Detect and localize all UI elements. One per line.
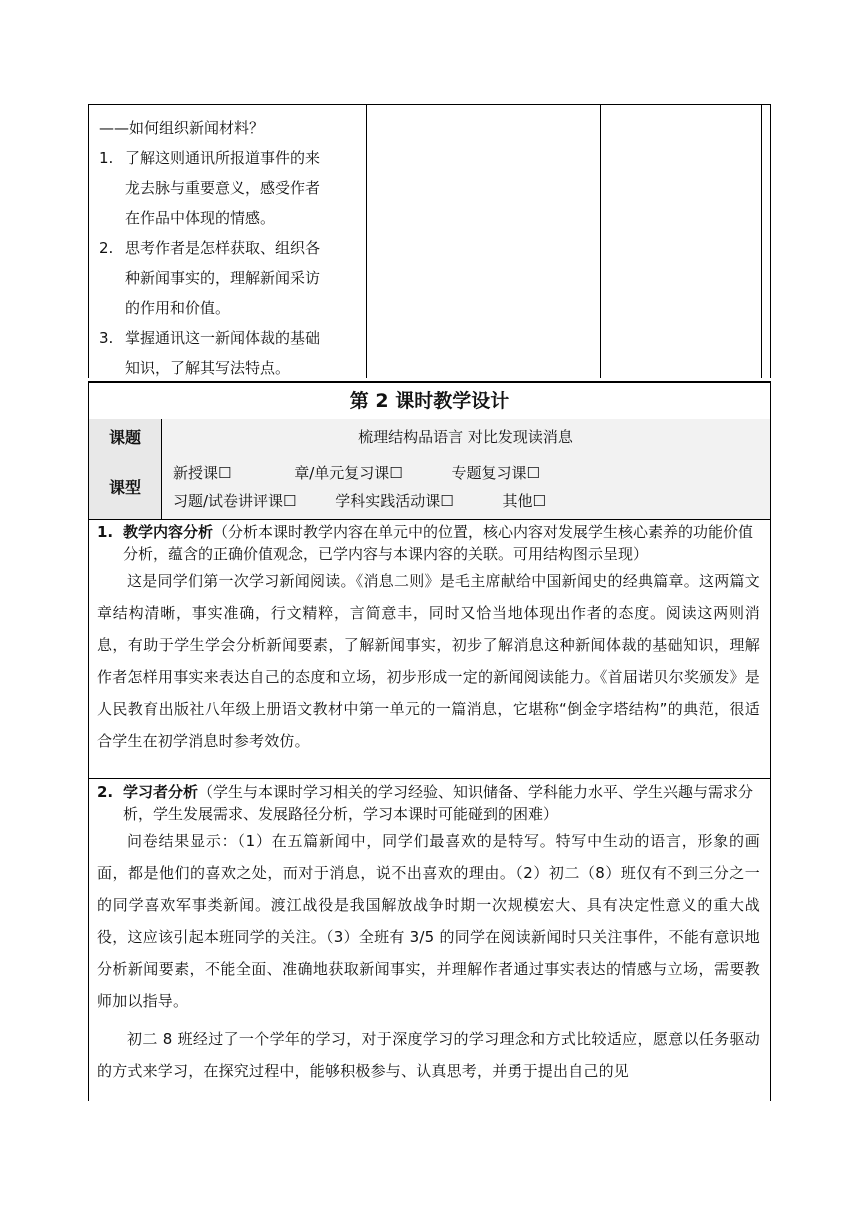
item-line: 的作用和价值。 xyxy=(125,299,231,317)
item-line: 知识，了解其写法特点。 xyxy=(125,359,291,377)
item-line: 掌握通讯这一新闻体裁的基础 xyxy=(125,329,321,347)
learner-analysis-section xyxy=(89,779,770,1103)
type-option-new[interactable]: 新授课☐ xyxy=(173,464,232,482)
section-heading-text xyxy=(123,781,760,825)
section-note: （学生与本课时学习相关的学习经验、知识储备、学科能力水平、学生兴趣与需求分析，学生发展需求、发展路径分析，学习本课时可能碰到的困难） xyxy=(123,783,754,823)
section-header xyxy=(97,521,760,565)
item-text xyxy=(125,233,361,323)
section-paragraph: 问卷结果显示：（1）在五篇新闻中，同学们最喜欢的是特写。特写中生动的语言，形象的画面，都是他们的喜欢之处，而对于消息，说不出喜欢的理由。（2）初二（8）班仅有不到三分之一的同学喜欢军事类新闻。渡江战役是我国解放战争时期一次规模宏大、具有决定性意义的重大战役，这应该引起本班同学的关注。（3）全班有 3/5 的同学在阅读新闻时只关注事件，不能有意识地分析新闻要素，不能全面、准确地获取新闻事实，并理解作者通过事实表达的情感与立场，需要教师加以指导。 xyxy=(97,832,760,1010)
item-text xyxy=(125,143,361,233)
section-number: 1. xyxy=(97,523,114,541)
topic-value: 梳理结构品语言 对比发现读消息 xyxy=(358,427,573,446)
item-number: 3. xyxy=(99,329,114,347)
type-option-topic-review[interactable]: 专题复习课☐ xyxy=(451,464,540,482)
lesson-design-table xyxy=(88,381,771,1101)
section-heading-text xyxy=(123,521,760,565)
objective-item xyxy=(99,233,361,323)
item-number: 2. xyxy=(99,239,114,257)
table-title: 第 2 课时教学设计 xyxy=(89,383,770,420)
type-option-practice[interactable]: 学科实践活动课☐ xyxy=(335,492,454,510)
section-number: 2. xyxy=(97,783,114,801)
item-number: 1. xyxy=(99,149,114,167)
item-line: 种新闻事实的，理解新闻采访 xyxy=(125,269,321,287)
section-header xyxy=(97,781,760,825)
lesson-type-label: 课型 xyxy=(89,453,162,519)
section-heading: 学习者分析 xyxy=(123,783,199,801)
objectives-cell xyxy=(99,113,361,383)
column-divider xyxy=(600,105,601,378)
item-line: 了解这则通讯所报道事件的来 xyxy=(125,149,321,167)
topic-row xyxy=(89,419,770,454)
objective-item xyxy=(99,143,361,233)
topic-label: 课题 xyxy=(89,419,162,453)
column-divider xyxy=(366,105,367,378)
lesson-type-options xyxy=(173,459,598,515)
objective-item xyxy=(99,323,361,383)
column-divider xyxy=(761,105,762,378)
continuation-table xyxy=(88,104,771,378)
section-paragraph: 这是同学们第一次学习新闻阅读。《消息二则》是毛主席献给中国新闻史的经典篇章。这两篇文章结构清晰，事实准确，行文精粹，言简意丰，同时又恰当地体现出作者的态度。阅读这两则消息，有助于学生学会分析新闻要素，了解新闻事实，初步了解消息这种新闻体裁的基础知识，理解作者怎样用事实来表达自己的态度和立场，初步形成一定的新闻阅读能力。《首届诺贝尔奖颁发》是人民教育出版社八年级上册语文教材中第一单元的一篇消息，它堪称“倒金字塔结构”的典范，很适合学生在初学消息时参考效仿。 xyxy=(97,572,760,750)
item-line: 在作品中体现的情感。 xyxy=(125,209,276,227)
item-line: 思考作者是怎样获取、组织各 xyxy=(125,239,321,257)
content-analysis-section xyxy=(89,519,770,779)
type-option-exercise-review[interactable]: 习题/试卷讲评课☐ xyxy=(173,492,297,510)
section-heading: 教学内容分析 xyxy=(123,523,214,541)
type-option-other[interactable]: 其他☐ xyxy=(502,492,546,510)
type-option-unit-review[interactable]: 章/单元复习课☐ xyxy=(294,464,403,482)
section-paragraph: 初二 8 班经过了一个学年的学习，对于深度学习的学习理念和方式比较适应，愿意以任务驱动的方式来学习，在探究过程中，能够积极参与、认真思考，并勇于提出自己的见 xyxy=(97,1030,760,1080)
item-text xyxy=(125,323,361,383)
lesson-type-row xyxy=(89,453,770,520)
section-note: （分析本课时教学内容在单元中的位置，核心内容对发展学生核心素养的功能价值分析，蕴含的正确价值观念，已学内容与本课内容的关联。可用结构图示呈现） xyxy=(123,523,754,563)
objectives-heading: ——如何组织新闻材料？ xyxy=(99,119,265,137)
item-line: 龙去脉与重要意义，感受作者 xyxy=(125,179,321,197)
